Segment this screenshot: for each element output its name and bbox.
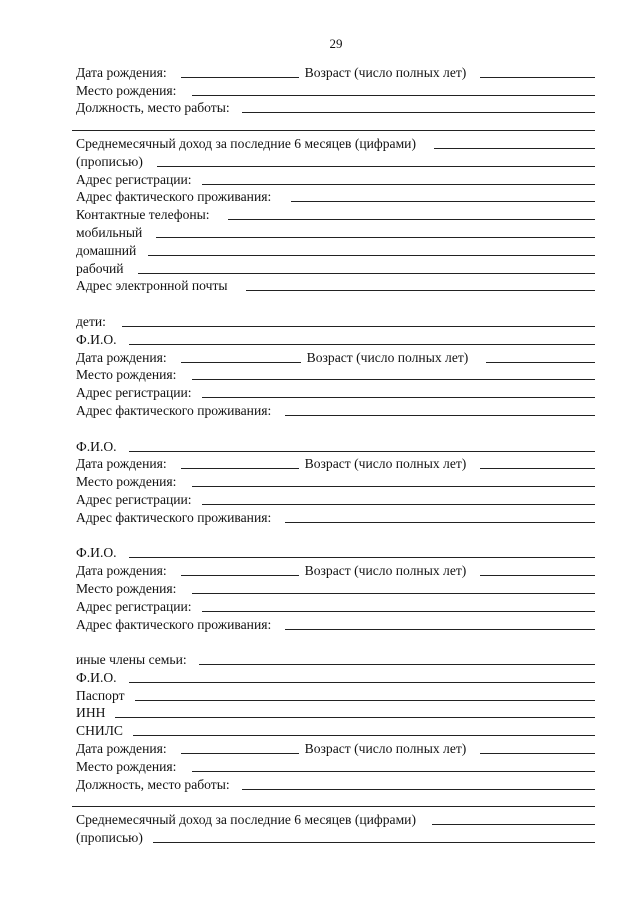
child2-dob-label: Дата рождения:: [76, 456, 167, 472]
spacer: [76, 525, 595, 543]
child1-dob-label: Дата рождения:: [76, 349, 167, 365]
snils-field[interactable]: [133, 735, 595, 736]
child3-actual-address-field[interactable]: [285, 629, 595, 630]
phones-field[interactable]: [228, 219, 595, 220]
child3-dob-label: Дата рождения:: [76, 563, 167, 579]
child2-fio-row: [76, 436, 595, 454]
other-dob-field[interactable]: [181, 753, 299, 754]
position-continuation: [76, 115, 595, 133]
other-income-words-label: (прописью): [76, 830, 143, 846]
other-income-digits-label: Среднемесячный доход за последние 6 месяцев (цифрами): [76, 812, 416, 828]
other-position-row: [76, 774, 595, 792]
child1-actual-address-label: Адрес фактического проживания:: [76, 402, 272, 418]
actual-address-row: [76, 187, 595, 205]
dob-label: Дата рождения:: [76, 64, 167, 80]
birthplace-row: [76, 80, 595, 98]
other-income-words-field[interactable]: [153, 842, 595, 843]
child1-reg-address-field[interactable]: [202, 397, 595, 398]
mobile-row: [76, 222, 595, 240]
other-members-field[interactable]: [199, 664, 595, 665]
passport-label: Паспорт: [76, 687, 125, 703]
other-position-label: Должность, место работы:: [76, 776, 230, 792]
phones-label: Контактные телефоны:: [76, 207, 210, 223]
mobile-field[interactable]: [156, 237, 595, 238]
other-age-label: Возраст (число полных лет): [304, 741, 467, 757]
other-position-field[interactable]: [242, 789, 595, 790]
inn-row: [76, 703, 595, 721]
child1-age-label: Возраст (число полных лет): [306, 349, 469, 365]
child1-reg-address-label: Адрес регистрации:: [76, 385, 192, 401]
email-field[interactable]: [246, 290, 595, 291]
other-members-label: иные члены семьи:: [76, 652, 187, 668]
child1-fio-label: Ф.И.О.: [76, 331, 117, 347]
other-birthplace-row: [76, 756, 595, 774]
other-fio-field[interactable]: [129, 682, 595, 683]
income-words-label: (прописью): [76, 153, 143, 169]
child2-actual-address-label: Адрес фактического проживания:: [76, 509, 272, 525]
position-label: Должность, место работы:: [76, 100, 230, 116]
position-continuation-line[interactable]: [72, 130, 595, 131]
child3-fio-row: [76, 543, 595, 561]
inn-label: ИНН: [76, 705, 106, 721]
child1-fio-row: [76, 329, 595, 347]
income-digits-field[interactable]: [434, 148, 595, 149]
reg-address-label: Адрес регистрации:: [76, 171, 192, 187]
child2-birthplace-field[interactable]: [192, 486, 595, 487]
position-row: [76, 98, 595, 116]
other-fio-label: Ф.И.О.: [76, 669, 117, 685]
work-phone-field[interactable]: [138, 273, 595, 274]
other-birthplace-field[interactable]: [192, 771, 595, 772]
children-row: [76, 311, 595, 329]
actual-address-field[interactable]: [291, 201, 595, 202]
child1-birthplace-label: Место рождения:: [76, 367, 177, 383]
child2-reg-address-label: Адрес регистрации:: [76, 491, 192, 507]
other-birthplace-label: Место рождения:: [76, 758, 177, 774]
snils-row: [76, 720, 595, 738]
child3-actual-address-row: [76, 614, 595, 632]
child3-fio-label: Ф.И.О.: [76, 545, 117, 561]
child1-birthplace-row: [76, 365, 595, 383]
dob-field[interactable]: [181, 77, 299, 78]
child3-reg-address-label: Адрес регистрации:: [76, 598, 192, 614]
other-position-continuation-line[interactable]: [72, 806, 595, 807]
children-field[interactable]: [122, 326, 595, 327]
other-fio-row: [76, 667, 595, 685]
income-words-row: [76, 151, 595, 169]
child2-dob-age-row: [76, 454, 595, 472]
child2-fio-label: Ф.И.О.: [76, 438, 117, 454]
email-row: [76, 276, 595, 294]
passport-field[interactable]: [135, 700, 595, 701]
child3-age-label: Возраст (число полных лет): [304, 563, 467, 579]
work-phone-label: рабочий: [76, 260, 124, 276]
child2-fio-field[interactable]: [129, 451, 595, 452]
child3-birthplace-row: [76, 578, 595, 596]
inn-field[interactable]: [115, 717, 595, 718]
reg-address-row: [76, 169, 595, 187]
child2-actual-address-row: [76, 507, 595, 525]
child2-dob-field[interactable]: [181, 468, 299, 469]
phones-row: [76, 204, 595, 222]
child2-age-label: Возраст (число полных лет): [304, 456, 467, 472]
age-field[interactable]: [480, 77, 595, 78]
other-income-words-row: [76, 827, 595, 845]
mobile-label: мобильный: [76, 224, 143, 240]
work-phone-row: [76, 258, 595, 276]
child2-birthplace-row: [76, 471, 595, 489]
income-digits-row: [76, 133, 595, 151]
home-phone-field[interactable]: [148, 255, 595, 256]
child3-dob-field[interactable]: [181, 575, 299, 576]
page-number: 29: [329, 36, 343, 51]
child2-age-field[interactable]: [480, 468, 595, 469]
position-field[interactable]: [242, 112, 595, 113]
reg-address-field[interactable]: [202, 184, 595, 185]
child1-actual-address-field[interactable]: [285, 415, 595, 416]
income-words-field[interactable]: [157, 166, 595, 167]
email-label: Адрес электронной почты: [76, 278, 228, 294]
birthplace-field[interactable]: [192, 95, 595, 96]
children-label: дети:: [76, 313, 106, 329]
spacer: [76, 418, 595, 436]
snils-label: СНИЛС: [76, 723, 123, 739]
other-dob-age-row: [76, 738, 595, 756]
child1-dob-age-row: [76, 347, 595, 365]
child3-birthplace-field[interactable]: [192, 593, 595, 594]
other-members-row: [76, 649, 595, 667]
other-income-digits-field[interactable]: [432, 824, 595, 825]
other-income-digits-row: [76, 809, 595, 827]
child3-dob-age-row: [76, 560, 595, 578]
child2-birthplace-label: Место рождения:: [76, 474, 177, 490]
child1-reg-address-row: [76, 382, 595, 400]
child3-age-field[interactable]: [480, 575, 595, 576]
child3-reg-address-field[interactable]: [202, 611, 595, 612]
other-age-field[interactable]: [480, 753, 595, 754]
other-dob-label: Дата рождения:: [76, 741, 167, 757]
home-phone-row: [76, 240, 595, 258]
child1-fio-field[interactable]: [129, 344, 595, 345]
other-position-continuation: [76, 792, 595, 810]
child2-reg-address-row: [76, 489, 595, 507]
child3-actual-address-label: Адрес фактического проживания:: [76, 616, 272, 632]
child1-birthplace-field[interactable]: [192, 379, 595, 380]
passport-row: [76, 685, 595, 703]
spacer: [76, 632, 595, 650]
income-digits-label: Среднемесячный доход за последние 6 месяцев (цифрами): [76, 135, 416, 151]
family-info-form: [76, 62, 595, 845]
child2-reg-address-field[interactable]: [202, 504, 595, 505]
spacer: [76, 293, 595, 311]
child2-actual-address-field[interactable]: [285, 522, 595, 523]
child1-dob-field[interactable]: [181, 362, 301, 363]
age-label: Возраст (число полных лет): [304, 64, 467, 80]
home-phone-label: домашний: [76, 242, 137, 258]
child3-birthplace-label: Место рождения:: [76, 580, 177, 596]
birthplace-label: Место рождения:: [76, 82, 177, 98]
child3-reg-address-row: [76, 596, 595, 614]
child3-fio-field[interactable]: [129, 557, 595, 558]
actual-address-label: Адрес фактического проживания:: [76, 189, 272, 205]
child1-actual-address-row: [76, 400, 595, 418]
dob-age-row: [76, 62, 595, 80]
child1-age-field[interactable]: [486, 362, 595, 363]
